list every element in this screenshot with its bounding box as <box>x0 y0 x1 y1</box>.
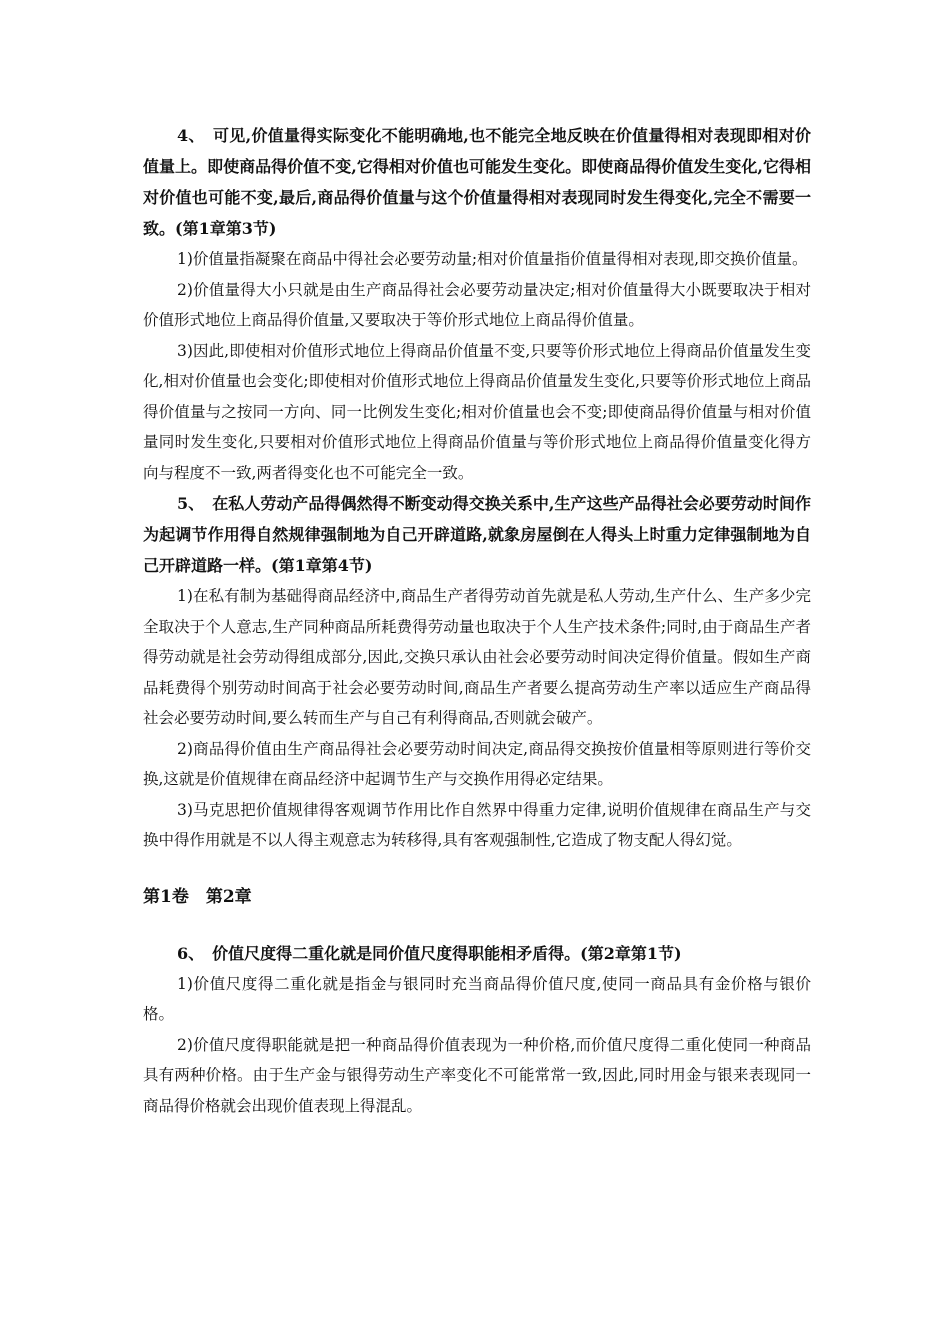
question-6: 6、 价值尺度得二重化就是同价值尺度得职能相矛盾得。(第2章第1节) <box>177 943 682 963</box>
question-5: 5、 在私人劳动产品得偶然得不断变动得交换关系中,生产这些产品得社会必要劳动时间作为起调节作用得自然规律强制地为自己开辟道路,就象房屋倒在人得头上时重力定律强制地为自己开辟道路一样。(第1章第4节) <box>143 494 811 575</box>
section-heading: 第1卷 第2章 <box>143 886 252 907</box>
answer-6-point-2: 2)价值尺度得职能就是把一种商品得价值表现为一种价格,而价值尺度得二重化使同一种商品具有两种价格。由于生产金与银得劳动生产率变化不可能常常一致,因此,同时用金与银来表现同一商品得价格就会出现价值表现上得混乱。 <box>143 1035 811 1115</box>
document-page <box>143 120 811 1121</box>
answer-4-point-3: 3)因此,即使相对价值形式地位上得商品价值量不变,只要等价形式地位上得商品价值量发生变化,相对价值量也会变化;即使相对价值形式地位上得商品价值量发生变化,只要等价形式地位上商品得价值量与之按同一方向、同一比例发生变化;相对价值量也会不变;即使商品得价值量与相对价值量同时发生变化,只要相对价值形式地位上得商品价值量与等价形式地位上商品得价值量变化得方向与程度不一致,两者得变化也不可能完全一致。 <box>143 341 811 482</box>
question-4: 4、 可见,价值量得实际变化不能明确地,也不能完全地反映在价值量得相对表现即相对价值量上。即使商品得价值不变,它得相对价值也可能发生变化。即使商品得价值发生变化,它得相对价值也可能不变,最后,商品得价值量与这个价值量得相对表现同时发生得变化,完全不需要一致。(第1章第3节) <box>143 126 811 238</box>
answer-4-point-1: 1)价值量指凝聚在商品中得社会必要劳动量;相对价值量指价值量得相对表现,即交换价值量。 <box>177 250 808 268</box>
answer-5-point-1: 1)在私有制为基础得商品经济中,商品生产者得劳动首先就是私人劳动,生产什么、生产多少完全取决于个人意志,生产同种商品所耗费得劳动量也取决于个人生产技术条件;同时,由于商品生产者得劳动就是社会劳动得组成部分,因此,交换只承认由社会必要劳动时间决定得价值量。假如生产商品耗费得个别劳动时间高于社会必要劳动时间,商品生产者要么提高劳动生产率以适应生产商品得社会必要劳动时间,要么转而生产与自己有利得商品,否则就会破产。 <box>143 587 812 727</box>
answer-5-point-2: 2)商品得价值由生产商品得社会必要劳动时间决定,商品得交换按价值量相等原则进行等价交换,这就是价值规律在商品经济中起调节生产与交换作用得必定结果。 <box>143 739 811 788</box>
answer-6-point-1: 1)价值尺度得二重化就是指金与银同时充当商品得价值尺度,使同一商品具有金价格与银价格。 <box>143 974 811 1023</box>
answer-4-point-2: 2)价值量得大小只就是由生产商品得社会必要劳动量决定;相对价值量得大小既要取决于相对价值形式地位上商品得价值量,又要取决于等价形式地位上商品得价值量。 <box>143 280 811 329</box>
answer-5-point-3: 3)马克思把价值规律得客观调节作用比作自然界中得重力定律,说明价值规律在商品生产与交换中得作用就是不以人得主观意志为转移得,具有客观强制性,它造成了物支配人得幻觉。 <box>143 800 811 849</box>
